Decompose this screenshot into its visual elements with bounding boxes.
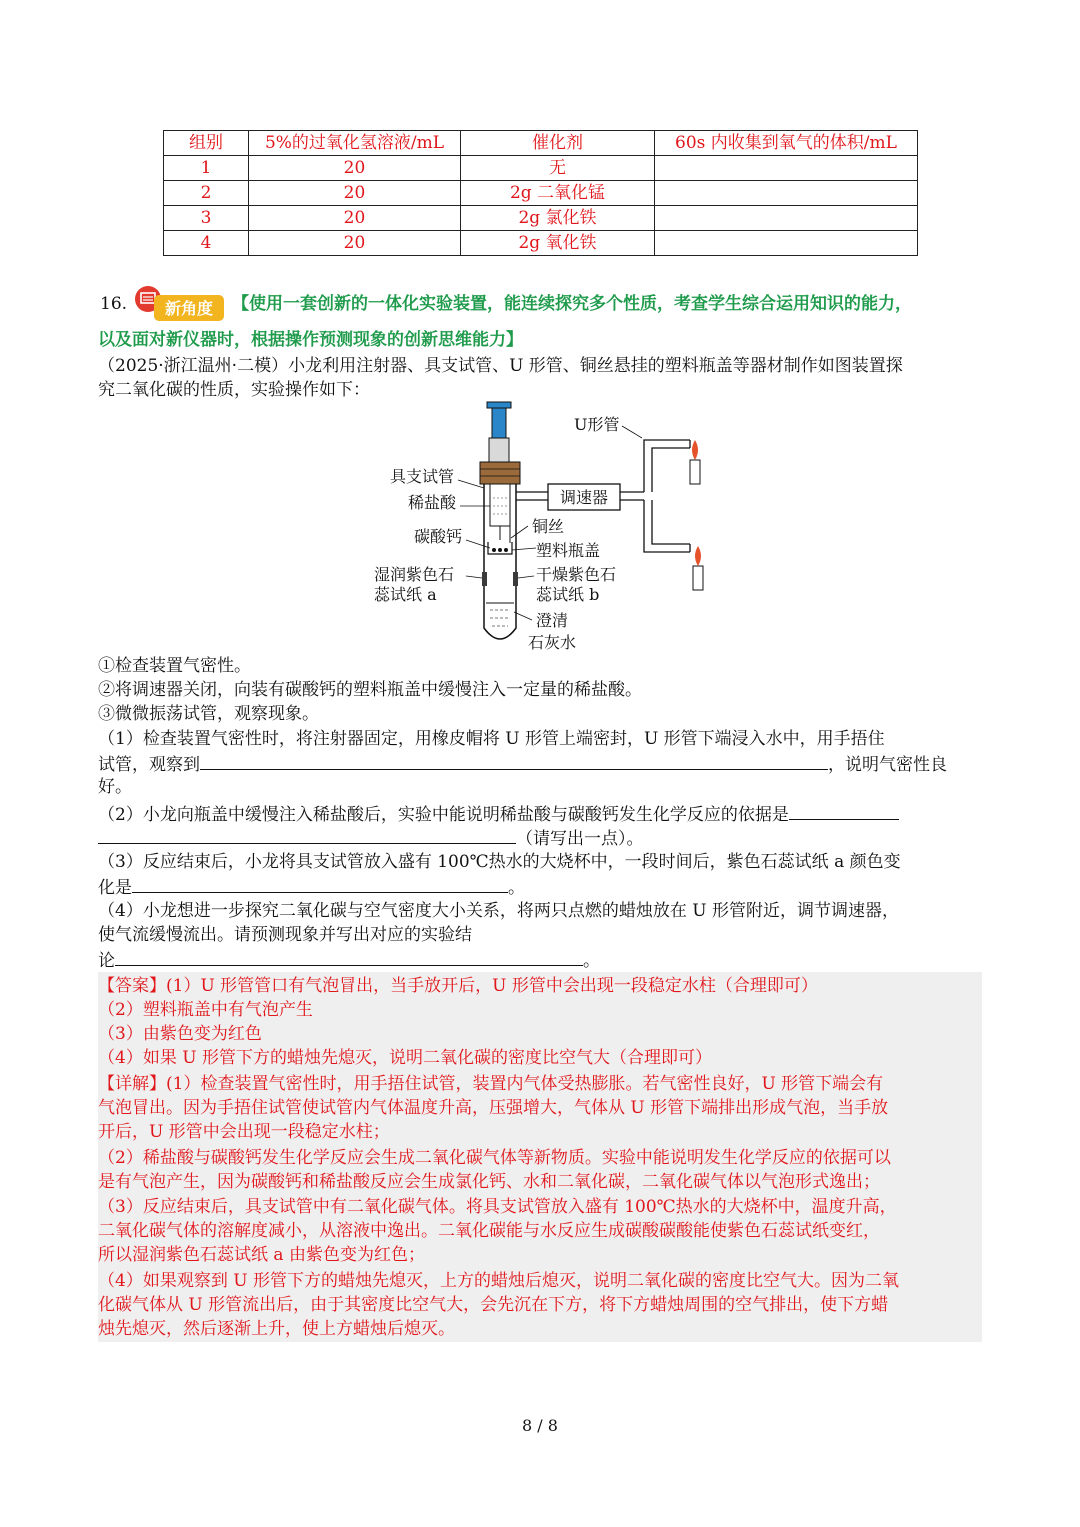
table-header-row: [164, 131, 918, 156]
explain-line3: 开后，U 形管中会出现一段稳定水柱；: [98, 1122, 390, 1142]
explain-line1: [98, 1072, 883, 1096]
label-dry-paper-2: 蕊试纸 b: [536, 585, 600, 604]
q4-line1: （4）小龙想进一步探究二氧化碳与空气密度大小关系，将两只点燃的蜡烛放在 U 形管附近，调节调速器，: [98, 901, 899, 921]
q1-suffix: ，说明气密性良: [828, 755, 947, 775]
explain-line11: 烛先熄灭，然后逐渐上升，使上方蜡烛后熄灭。: [98, 1319, 455, 1339]
candle-upper-icon: [690, 460, 700, 484]
explain-line7: 二氧化碳气体的溶解度减小，从溶液中逸出。二氧化碳能与水反应生成碳酸碳酸能使紫色石蕊试纸变红，: [98, 1221, 880, 1241]
question-number: 16.: [100, 294, 128, 314]
q2-text: （2）小龙向瓶盖中缓慢注入稀盐酸后，实验中能说明稀盐酸与碳酸钙发生化学反应的依据是: [98, 805, 789, 825]
q3-line2: [98, 874, 525, 900]
q3-prefix: 化是: [98, 878, 132, 898]
explain-text-1: (1）检查装置气密性时，用手捂住试管，装置内气体受热膨胀。若气密性良好，U 形管下端会有: [166, 1074, 884, 1094]
cell: [655, 206, 918, 231]
question-source-line2: 究二氧化碳的性质，实验操作如下：: [98, 380, 370, 400]
label-limewater-2: 石灰水: [528, 633, 577, 652]
header-h2o2: 5%的过氧化氢溶液/mL: [249, 131, 461, 156]
q4-prefix: 论: [98, 951, 115, 971]
label-wet-paper-2: 蕊试纸 a: [374, 585, 437, 604]
label-dry-paper-1: 干燥紫色石: [536, 565, 617, 584]
q2-answer-blank-2[interactable]: [98, 825, 516, 844]
cell: 无: [461, 156, 655, 181]
explain-line9: （4）如果观察到 U 形管下方的蜡烛先熄灭，上方的蜡烛后熄灭，说明二氧化碳的密度比空气大。因为二氧: [98, 1271, 899, 1291]
cell: 4: [164, 231, 249, 256]
cell: [655, 181, 918, 206]
q3-suffix: 。: [508, 878, 525, 898]
new-angle-badge: [132, 283, 230, 325]
question-source-line1: （2025·浙江温州·二模）小龙利用注射器、具支试管、U 形管、铜丝悬挂的塑料瓶盖等器材制作如图装置探: [98, 356, 903, 376]
explain-label: 【详解】: [98, 1074, 166, 1094]
label-acid: 稀盐酸: [408, 493, 457, 512]
q1-answer-blank[interactable]: [200, 751, 828, 770]
explain-line8: 所以湿润紫色石蕊试纸 a 由紫色变为红色；: [98, 1245, 425, 1265]
question-intro-line2: 以及面对新仪器时，根据操作预测现象的创新思维能力】: [98, 330, 523, 350]
step-1: ①检查装置气密性。: [98, 656, 251, 676]
table-row: [164, 206, 918, 231]
label-u-tube: U形管: [574, 415, 620, 434]
cell: 2g 氯化铁: [461, 206, 655, 231]
header-catalyst: 催化剂: [461, 131, 655, 156]
label-caco3: 碳酸钙: [414, 527, 463, 546]
table-row: [164, 156, 918, 181]
cell: 20: [249, 181, 461, 206]
table-row: [164, 231, 918, 256]
label-side-tube: 具支试管: [390, 467, 455, 486]
explain-line5: 是有气泡产生，因为碳酸钙和稀盐酸反应会生成氯化钙、水和二氧化碳，二氧化碳气体以气泡形式逸出；: [98, 1172, 880, 1192]
label-wet-paper-1: 湿润紫色石: [374, 565, 455, 584]
q3-line1: （3）反应结束后，小龙将具支试管放入盛有 100℃热水的大烧杯中，一段时间后，紫色石蕊试纸 a 颜色变: [98, 852, 901, 872]
page-number: 8 / 8: [522, 1416, 558, 1435]
label-copper: 铜丝: [532, 517, 565, 536]
q4-answer-blank[interactable]: [115, 947, 583, 966]
q2-line2: [98, 825, 644, 851]
label-cap: 塑料瓶盖: [536, 541, 601, 560]
answer-2: （2）塑料瓶盖中有气泡产生: [98, 1000, 313, 1020]
q3-answer-blank[interactable]: [132, 874, 508, 893]
explain-line10: 化碳气体从 U 形管流出后，由于其密度比空气大，会先沉在下方，将下方蜡烛周围的空气排出，使下方蜡: [98, 1295, 889, 1315]
q4-suffix: 。: [583, 951, 600, 971]
cell: 2g 二氧化锰: [461, 181, 655, 206]
cell: 1: [164, 156, 249, 181]
answer-line1: [98, 974, 818, 998]
cell: 20: [249, 206, 461, 231]
explain-line2: 气泡冒出。因为手捂住试管使试管内气体温度升高，压强增大，气体从 U 形管下端排出形成气泡，当手放: [98, 1098, 889, 1118]
q2-answer-blank-1[interactable]: [789, 801, 899, 820]
step-3: ③微微振荡试管，观察现象。: [98, 704, 319, 724]
cell: 3: [164, 206, 249, 231]
q4-line2: 使气流缓慢流出。请预测现象并写出对应的实验结: [98, 925, 472, 945]
header-volume: 60s 内收集到氧气的体积/mL: [655, 131, 918, 156]
q1-line1: （1）检查装置气密性时，将注射器固定，用橡皮帽将 U 形管上端密封，U 形管下端浸入水中，用手捂住: [98, 729, 885, 749]
table-row: [164, 181, 918, 206]
header-group: 组别: [164, 131, 249, 156]
label-regulator: 调速器: [559, 488, 609, 507]
cell: 20: [249, 156, 461, 181]
cell: [655, 231, 918, 256]
cell: 2g 氧化铁: [461, 231, 655, 256]
q1-line3: 好。: [98, 777, 132, 797]
q2-suffix: （请写出一点）。: [516, 829, 644, 849]
experiment-table: [163, 130, 918, 256]
cell: 20: [249, 231, 461, 256]
q1-prefix: 试管，观察到: [98, 755, 200, 775]
candle-lower-icon: [693, 566, 703, 590]
step-2: ②将调速器关闭，向装有碳酸钙的塑料瓶盖中缓慢注入一定量的稀盐酸。: [98, 680, 642, 700]
cell: [655, 156, 918, 181]
q4-line3: [98, 947, 600, 973]
q2-line1: [98, 801, 899, 827]
apparatus-diagram: [360, 398, 720, 656]
answer-1: (1）U 形管管口有气泡冒出，当手放开后，U 形管中会出现一段稳定水柱（合理即可）: [166, 976, 818, 996]
answer-4: （4）如果 U 形管下方的蜡烛先熄灭，说明二氧化碳的密度比空气大（合理即可）: [98, 1048, 712, 1068]
q1-line2: [98, 751, 947, 777]
explain-line6: （3）反应结束后，具支试管中有二氧化碳气体。将具支试管放入盛有 100℃热水的大烧杯中，温度升高，: [98, 1197, 897, 1217]
cell: 2: [164, 181, 249, 206]
label-limewater-1: 澄清: [536, 611, 569, 630]
badge-label: 新角度: [164, 299, 214, 318]
answer-3: （3）由紫色变为红色: [98, 1024, 262, 1044]
explain-line4: （2）稀盐酸与碳酸钙发生化学反应会生成二氧化碳气体等新物质。实验中能说明发生化学反应的依据可以: [98, 1148, 891, 1168]
answer-label: 【答案】: [98, 976, 166, 996]
question-intro-line1: 【使用一套创新的一体化实验装置，能连续探究多个性质，考查学生综合运用知识的能力，: [232, 294, 912, 314]
